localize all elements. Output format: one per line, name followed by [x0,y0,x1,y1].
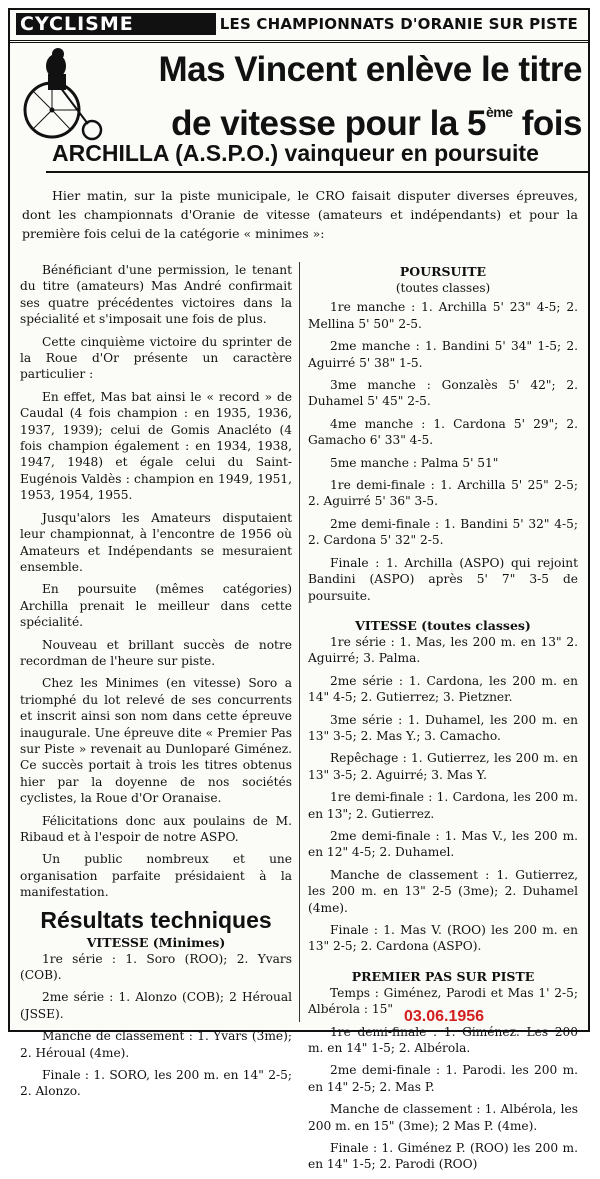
result-line: 1re série : 1. Soro (ROO); 2. Yvars (COB). [20,951,292,983]
right-column [308,264,578,1179]
result-line: 3me série : 1. Duhamel, les 200 m. en 13" 3-5; 2. Mas Y.; 3. Camacho. [308,712,578,743]
result-line: 2me manche : 1. Bandini 5' 34" 1-5; 2. Aguirré 5' 38" 1-5. [308,339,578,370]
headline-line-1: Mas Vincent enlève le titre [158,50,582,89]
result-line: Manche de classement : 1. Yvars (3me); 2. Héroual (4me). [20,1029,292,1060]
result-line: 5me manche : Palma 5' 51" [330,455,499,470]
poursuite-heading: POURSUITE [399,264,487,279]
cyclist-logo-icon [22,46,112,142]
headline-line-2-suffix: fois [521,104,582,143]
results-heading: Résultats techniques [40,906,272,933]
result-line: Manche de classement : 1. Gutierrez, les 200 m. en 13" 2-5 (3me); 2. Duhamel (4me). [308,867,578,915]
result-line: 3me manche : Gonzalès 5' 42"; 2. Duhamel 5' 45" 2-5. [308,378,578,409]
result-line: 2me demi-finale : 1. Mas V., les 200 m. en 12" 4-5; 2. Duhamel. [308,828,578,860]
article-paragraph: Nouveau et brillant succès de notre recordman de l'heure sur piste. [20,637,292,668]
column-divider [299,262,300,1022]
result-line: 1re demi-finale : 1. Giménez. Les 200 m. en 14" 1-5; 2. Albérola. [308,1024,578,1056]
result-line: 2me série : 1. Cardona, les 200 m. en 14" 4-5; 2. Gutierrez; 3. Pietzner. [308,673,578,705]
result-line: Finale : 1. SORO, les 200 m. en 14" 2-5; 2. Alonzo. [20,1068,292,1099]
article-paragraph: Bénéficiant d'une permission, le tenant du titre (amateurs) Mas André confirmait ses quatre précédentes victoires dans la spécialité et s'imposait une fois de plus. [20,263,292,327]
vitesse-heading: VITESSE (toutes classes) [355,617,531,633]
result-line: 1re demi-finale : 1. Archilla 5' 25" 2-5; 2. Aguirré 5' 36" 3-5. [308,478,578,509]
result-line: Repêchage : 1. Gutierrez, les 200 m. en 13" 3-5; 2. Aguirré; 3. Mas Y. [308,751,578,782]
headline-line-2-prefix: de vitesse pour la 5 [171,104,486,143]
result-line: 2me demi-finale : 1. Bandini 5' 32" 4-5; 2. Cardona 5' 32" 2-5. [308,516,578,548]
article-paragraph: Jusqu'alors les Amateurs disputaient leur championnat, à l'encontre de 1956 où Amateurs et Indépendants se mesuraient ensemble. [20,510,292,574]
section-rubric: CYCLISME [16,13,216,35]
intro-paragraph: Hier matin, sur la piste municipale, le CRO faisait disputer diverses épreuves, dont les championnats d'Oranie de vitesse (amateurs et indépendants) et pour la première fois celui de la catégorie « minimes »: [22,188,578,241]
result-line: 2me série : 1. Alonzo (COB); 2 Héroual (JSSE). [20,990,292,1021]
kicker-title: LES CHAMPIONNATS D'ORANIE SUR PISTE [219,15,578,33]
result-line: Manche de classement : 1. Albérola, les 200 m. en 15" (3me); 2 Mas P. (4me). [308,1102,578,1133]
header-band [10,10,588,43]
article-paragraph: Cette cinquième victoire du sprinter de la Roue d'Or présente un caractère particulier : [20,334,292,382]
result-line: 1re série : 1. Mas, les 200 m. en 13" 2. Aguirré; 3. Palma. [308,634,578,666]
article-paragraph: En poursuite (mêmes catégories) Archilla prenait le meilleur dans cette spécialité. [20,582,292,630]
result-line: 4me manche : 1. Cardona 5' 29"; 2. Gamacho 6' 33" 4-5. [308,416,578,448]
result-line: 1re manche : 1. Archilla 5' 23" 4-5; 2. Mellina 5' 50" 2-5. [308,300,578,331]
premier-pas-heading: PREMIER PAS SUR PISTE [351,968,535,984]
article-paragraph: Félicitations donc aux poulains de M. Ribaud et à l'espoir de notre ASPO. [20,813,292,844]
result-line: Temps : Giménez, Parodi et Mas 1' 2-5; Albérola : 15" [308,985,578,1017]
article-paragraph: Chez les Minimes (en vitesse) Soro a triomphé du lot relevé de ses concurrents et inscrit ainsi son nom dans cette épreuve inaugurale. Une épreuve dite « Premier Pas sur Piste » revenait au Dunloparé Giménez. Ce succès portait à trois les titres obtenus hier par la doyenne de nos sociétés cyclistes, la Roue d'Or Oranaise. [20,676,292,806]
date-stamp: 03.06.1956 [404,1008,485,1025]
headline-superscript: ème [486,104,513,120]
newspaper-clipping [8,8,590,1172]
headline-line-2 [110,92,588,144]
result-line: 1re demi-finale : 1. Cardona, les 200 m. en 13"; 2. Gutierrez. [308,790,578,821]
subheadline: ARCHILLA (A.S.P.O.) vainqueur en poursuite [46,140,588,173]
poursuite-note: (toutes classes) [395,281,491,295]
result-line: Finale : 1. Mas V. (ROO) les 200 m. en 13" 2-5; 2. Cardona (ASPO). [308,923,578,954]
minimes-heading: VITESSE (Minimes) [86,934,226,950]
result-line: Finale : 1. Archilla (ASPO) qui rejoint Bandini (ASPO) après 5' 7" 3-5 de poursuite. [308,555,578,603]
result-line: 2me demi-finale : 1. Parodi. les 200 m. en 14" 2-5; 2. Mas P. [308,1063,578,1094]
article-paragraph: En effet, Mas bat ainsi le « record » de Caudal (4 fois champion : en 1935, 1936, 1937, 1939); celui de Gomis Anacléto (4 fois champion également : en 1934, 1938, 1947, 1948) et égale celui du Saint-Eugénois Valdès : champion en 1949, 1951, 1953, 1954, 1955. [20,389,292,503]
article-paragraph: Un public nombreux et une organisation parfaite présidaient à la manifestation. [20,852,292,900]
result-line: Finale : 1. Giménez P. (ROO) les 200 m. en 14" 1-5; 2. Parodi (ROO) [308,1141,578,1172]
left-column [20,262,292,1106]
